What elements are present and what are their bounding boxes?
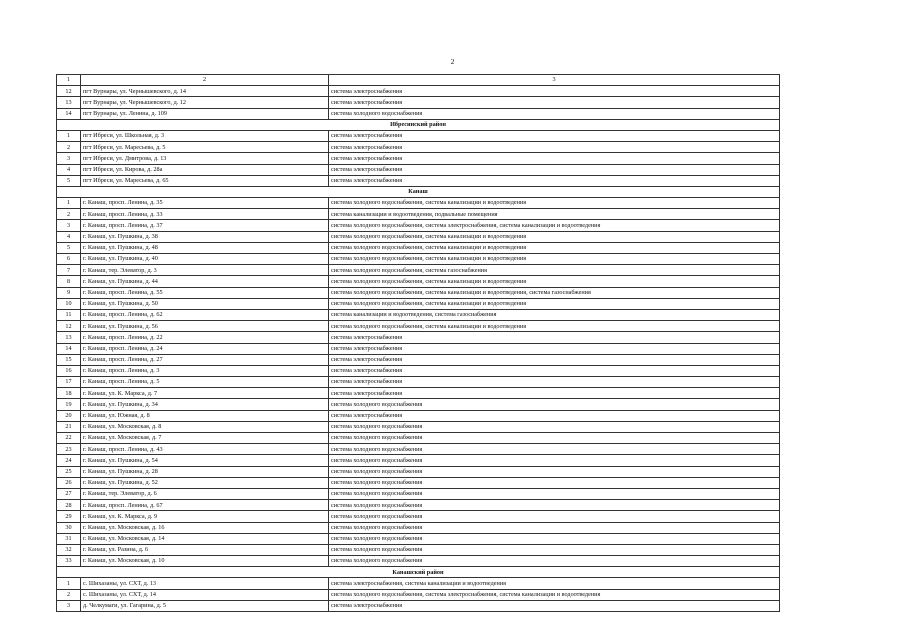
table-row — [57, 298, 780, 309]
address-cell: г. Канаш, ул. Пушкина, д. 40 — [81, 254, 329, 265]
address-cell: г. Канаш, ул. Пушкина, д. 38 — [81, 231, 329, 242]
row-number: 25 — [57, 466, 81, 477]
table-row — [57, 332, 780, 343]
systems-cell: система электроснабжения — [329, 153, 780, 164]
systems-cell: система электроснабжения — [329, 377, 780, 388]
systems-cell: система электроснабжения — [329, 365, 780, 376]
systems-cell: система холодного водоснабжения, система канализации и водоотведения — [329, 231, 780, 242]
systems-cell: система холодного водоснабжения — [329, 533, 780, 544]
row-number: 2 — [57, 142, 81, 153]
table-row — [57, 399, 780, 410]
table-row — [57, 86, 780, 97]
row-number: 24 — [57, 455, 81, 466]
systems-cell: система холодного водоснабжения, система электроснабжения, система канализации и водоотведения — [329, 589, 780, 600]
address-cell: г. Канаш, просп. Ленина, д. 67 — [81, 500, 329, 511]
systems-cell: система электроснабжения — [329, 332, 780, 343]
table-row — [57, 522, 780, 533]
table-row — [57, 175, 780, 186]
row-number: 26 — [57, 477, 81, 488]
systems-cell: система канализации и водоотведения, система газоснабжения — [329, 309, 780, 320]
table-row — [57, 433, 780, 444]
row-number: 4 — [57, 164, 81, 175]
address-cell: пгт Вурнары, ул. Чернышевского, д. 12 — [81, 97, 329, 108]
address-cell: г. Канаш, просп. Ленина, д. 24 — [81, 343, 329, 354]
table-row — [57, 589, 780, 600]
address-cell: пгт Ибреси, ул. Дмитрова, д. 13 — [81, 153, 329, 164]
table-row — [57, 556, 780, 567]
systems-cell: система холодного водоснабжения, система канализации и водоотведения, система газоснабжения — [329, 287, 780, 298]
table-row — [57, 343, 780, 354]
table-row — [57, 97, 780, 108]
row-number: 13 — [57, 332, 81, 343]
section-header-row — [57, 186, 780, 197]
systems-cell: система холодного водоснабжения — [329, 522, 780, 533]
address-cell: г. Канаш, ул. Московская, д. 14 — [81, 533, 329, 544]
row-number: 7 — [57, 265, 81, 276]
row-number: 5 — [57, 242, 81, 253]
address-cell: г. Канаш, ул. Московская, д. 10 — [81, 556, 329, 567]
section-header-row — [57, 119, 780, 130]
address-cell: пгт Вурнары, ул. Ленина, д. 109 — [81, 108, 329, 119]
row-number: 29 — [57, 511, 81, 522]
address-cell: г. Канаш, просп. Ленина, д. 3 — [81, 365, 329, 376]
address-cell: г. Канаш, ул. Пушкина, д. 56 — [81, 321, 329, 332]
table-row — [57, 231, 780, 242]
table-row — [57, 544, 780, 555]
address-cell: г. Канаш, просп. Ленина, д. 62 — [81, 309, 329, 320]
table-row — [57, 533, 780, 544]
systems-cell: система холодного водоснабжения, система канализации и водоотведения — [329, 276, 780, 287]
row-number: 14 — [57, 108, 81, 119]
systems-cell: система холодного водоснабжения — [329, 488, 780, 499]
table-row — [57, 153, 780, 164]
systems-cell: система электроснабжения — [329, 354, 780, 365]
address-cell: г. Канаш, ул. Пушкина, д. 44 — [81, 276, 329, 287]
row-number: 15 — [57, 354, 81, 365]
row-number: 33 — [57, 556, 81, 567]
systems-cell: система электроснабжения, система канализации и водоотведения — [329, 578, 780, 589]
table-row — [57, 421, 780, 432]
systems-cell: система холодного водоснабжения — [329, 108, 780, 119]
address-cell: г. Канаш, ул. Московская, д. 16 — [81, 522, 329, 533]
systems-cell: система холодного водоснабжения, система канализации и водоотведения — [329, 298, 780, 309]
table-row — [57, 354, 780, 365]
row-number: 2 — [57, 589, 81, 600]
systems-cell: система электроснабжения — [329, 142, 780, 153]
systems-cell: система холодного водоснабжения, система канализации и водоотведения — [329, 242, 780, 253]
table-row — [57, 265, 780, 276]
address-cell: г. Канаш, просп. Ленина, д. 35 — [81, 198, 329, 209]
table-row — [57, 287, 780, 298]
row-number: 8 — [57, 276, 81, 287]
systems-cell: система холодного водоснабжения — [329, 433, 780, 444]
address-cell: г. Канаш, просп. Ленина, д. 5 — [81, 377, 329, 388]
table-row — [57, 254, 780, 265]
table-row — [57, 410, 780, 421]
table-row — [57, 198, 780, 209]
address-cell: г. Канаш, ул. Разина, д. 6 — [81, 544, 329, 555]
address-cell: г. Канаш, ул. Пушкина, д. 28 — [81, 466, 329, 477]
row-number: 10 — [57, 298, 81, 309]
table-row — [57, 455, 780, 466]
address-cell: г. Канаш, просп. Ленина, д. 43 — [81, 444, 329, 455]
table-row — [57, 600, 780, 611]
address-cell: с. Шихазаны, ул. СХТ, д. 13 — [81, 578, 329, 589]
section-title: Ибресинский район — [57, 119, 780, 130]
address-cell: г. Канаш, просп. Ленина, д. 33 — [81, 209, 329, 220]
row-number: 16 — [57, 365, 81, 376]
page-number: 2 — [450, 57, 455, 66]
column-number-2: 2 — [81, 75, 329, 86]
table-row — [57, 388, 780, 399]
row-number: 2 — [57, 209, 81, 220]
address-cell: г. Канаш, ул. Южная, д. 8 — [81, 410, 329, 421]
table-row — [57, 276, 780, 287]
systems-cell: система электроснабжения — [329, 175, 780, 186]
address-cell: г. Канаш, ул. Пушкина, д. 52 — [81, 477, 329, 488]
row-number: 6 — [57, 254, 81, 265]
address-cell: г. Канаш, просп. Ленина, д. 22 — [81, 332, 329, 343]
table-row — [57, 511, 780, 522]
row-number: 20 — [57, 410, 81, 421]
registry-table-body — [57, 75, 780, 612]
row-number: 22 — [57, 433, 81, 444]
systems-cell: система холодного водоснабжения — [329, 444, 780, 455]
row-number: 4 — [57, 231, 81, 242]
row-number: 3 — [57, 220, 81, 231]
row-number: 3 — [57, 600, 81, 611]
address-cell: с. Шихазаны, ул. СХТ, д. 14 — [81, 589, 329, 600]
address-cell: г. Канаш, ул. Пушкина, д. 54 — [81, 455, 329, 466]
section-title: Канашский район — [57, 567, 780, 578]
address-cell: г. Канаш, ул. К. Маркса, д. 9 — [81, 511, 329, 522]
systems-cell: система холодного водоснабжения, система газоснабжения — [329, 265, 780, 276]
address-cell: пгт Ибреси, ул. Маресьева, д. 5 — [81, 142, 329, 153]
systems-cell: система электроснабжения — [329, 388, 780, 399]
systems-cell: система канализации и водоотведения, подвальные помещения — [329, 209, 780, 220]
column-number-1: 1 — [57, 75, 81, 86]
row-number: 1 — [57, 198, 81, 209]
address-cell: г. Канаш, ул. К. Маркса, д. 7 — [81, 388, 329, 399]
row-number: 19 — [57, 399, 81, 410]
row-number: 27 — [57, 488, 81, 499]
systems-cell: система холодного водоснабжения, система канализации и водоотведения — [329, 321, 780, 332]
address-cell: г. Канаш, просп. Ленина, д. 55 — [81, 287, 329, 298]
systems-cell: система холодного водоснабжения — [329, 421, 780, 432]
systems-cell: система холодного водоснабжения — [329, 511, 780, 522]
address-cell: г. Канаш, ул. Московская, д. 7 — [81, 433, 329, 444]
address-cell: г. Канаш, ул. Пушкина, д. 34 — [81, 399, 329, 410]
row-number: 32 — [57, 544, 81, 555]
table-row — [57, 500, 780, 511]
table-row — [57, 164, 780, 175]
systems-cell: система холодного водоснабжения — [329, 500, 780, 511]
row-number: 23 — [57, 444, 81, 455]
systems-cell: система холодного водоснабжения — [329, 455, 780, 466]
table-row — [57, 377, 780, 388]
row-number: 1 — [57, 578, 81, 589]
address-cell: г. Канаш, ул. Пушкина, д. 48 — [81, 242, 329, 253]
systems-cell: система холодного водоснабжения, система электроснабжения, система канализации и водоотведения — [329, 220, 780, 231]
table-row — [57, 220, 780, 231]
section-title: Канаш — [57, 186, 780, 197]
registry-table — [56, 74, 780, 612]
row-number: 17 — [57, 377, 81, 388]
systems-cell: система холодного водоснабжения — [329, 399, 780, 410]
table-row — [57, 130, 780, 141]
row-number: 30 — [57, 522, 81, 533]
row-number: 5 — [57, 175, 81, 186]
table-row — [57, 108, 780, 119]
row-number: 11 — [57, 309, 81, 320]
address-cell: пгт Ибреси, ул. Школьная, д. 3 — [81, 130, 329, 141]
table-row — [57, 477, 780, 488]
systems-cell: система электроснабжения — [329, 410, 780, 421]
table-row — [57, 578, 780, 589]
address-cell: д. Челкумаги, ул. Гагарина, д. 5 — [81, 600, 329, 611]
address-cell: г. Канаш, ул. Московская, д. 8 — [81, 421, 329, 432]
systems-cell: система электроснабжения — [329, 130, 780, 141]
systems-cell: система холодного водоснабжения — [329, 556, 780, 567]
systems-cell: система холодного водоснабжения — [329, 477, 780, 488]
systems-cell: система холодного водоснабжения — [329, 544, 780, 555]
systems-cell: система холодного водоснабжения — [329, 466, 780, 477]
systems-cell: система холодного водоснабжения, система канализации и водоотведения — [329, 254, 780, 265]
address-cell: г. Канаш, ул. Пушкина, д. 50 — [81, 298, 329, 309]
systems-cell: система электроснабжения — [329, 97, 780, 108]
systems-cell: система электроснабжения — [329, 343, 780, 354]
address-cell: г. Канаш, тер. Элеватор, д. 3 — [81, 265, 329, 276]
row-number: 21 — [57, 421, 81, 432]
table-row — [57, 242, 780, 253]
row-number: 12 — [57, 321, 81, 332]
address-cell: пгт Ибреси, ул. Кирова, д. 28а — [81, 164, 329, 175]
address-cell: г. Канаш, просп. Ленина, д. 27 — [81, 354, 329, 365]
section-header-row — [57, 567, 780, 578]
row-number: 28 — [57, 500, 81, 511]
row-number: 13 — [57, 97, 81, 108]
systems-cell: система электроснабжения — [329, 164, 780, 175]
table-row — [57, 365, 780, 376]
table-row — [57, 488, 780, 499]
column-number-row — [57, 75, 780, 86]
table-row — [57, 209, 780, 220]
row-number: 12 — [57, 86, 81, 97]
table-row — [57, 309, 780, 320]
column-number-3: 3 — [329, 75, 780, 86]
systems-cell: система электроснабжения — [329, 86, 780, 97]
row-number: 1 — [57, 130, 81, 141]
row-number: 3 — [57, 153, 81, 164]
systems-cell: система холодного водоснабжения, система канализации и водоотведения — [329, 198, 780, 209]
row-number: 14 — [57, 343, 81, 354]
table-row — [57, 444, 780, 455]
table-row — [57, 321, 780, 332]
row-number: 31 — [57, 533, 81, 544]
address-cell: пгт Ибреси, ул. Маресьева, д. 65 — [81, 175, 329, 186]
row-number: 9 — [57, 287, 81, 298]
systems-cell: система электроснабжения — [329, 600, 780, 611]
row-number: 18 — [57, 388, 81, 399]
address-cell: г. Канаш, тер. Элеватор, д. 6 — [81, 488, 329, 499]
address-cell: г. Канаш, просп. Ленина, д. 37 — [81, 220, 329, 231]
table-row — [57, 142, 780, 153]
table-row — [57, 466, 780, 477]
address-cell: пгт Вурнары, ул. Чернышевского, д. 14 — [81, 86, 329, 97]
